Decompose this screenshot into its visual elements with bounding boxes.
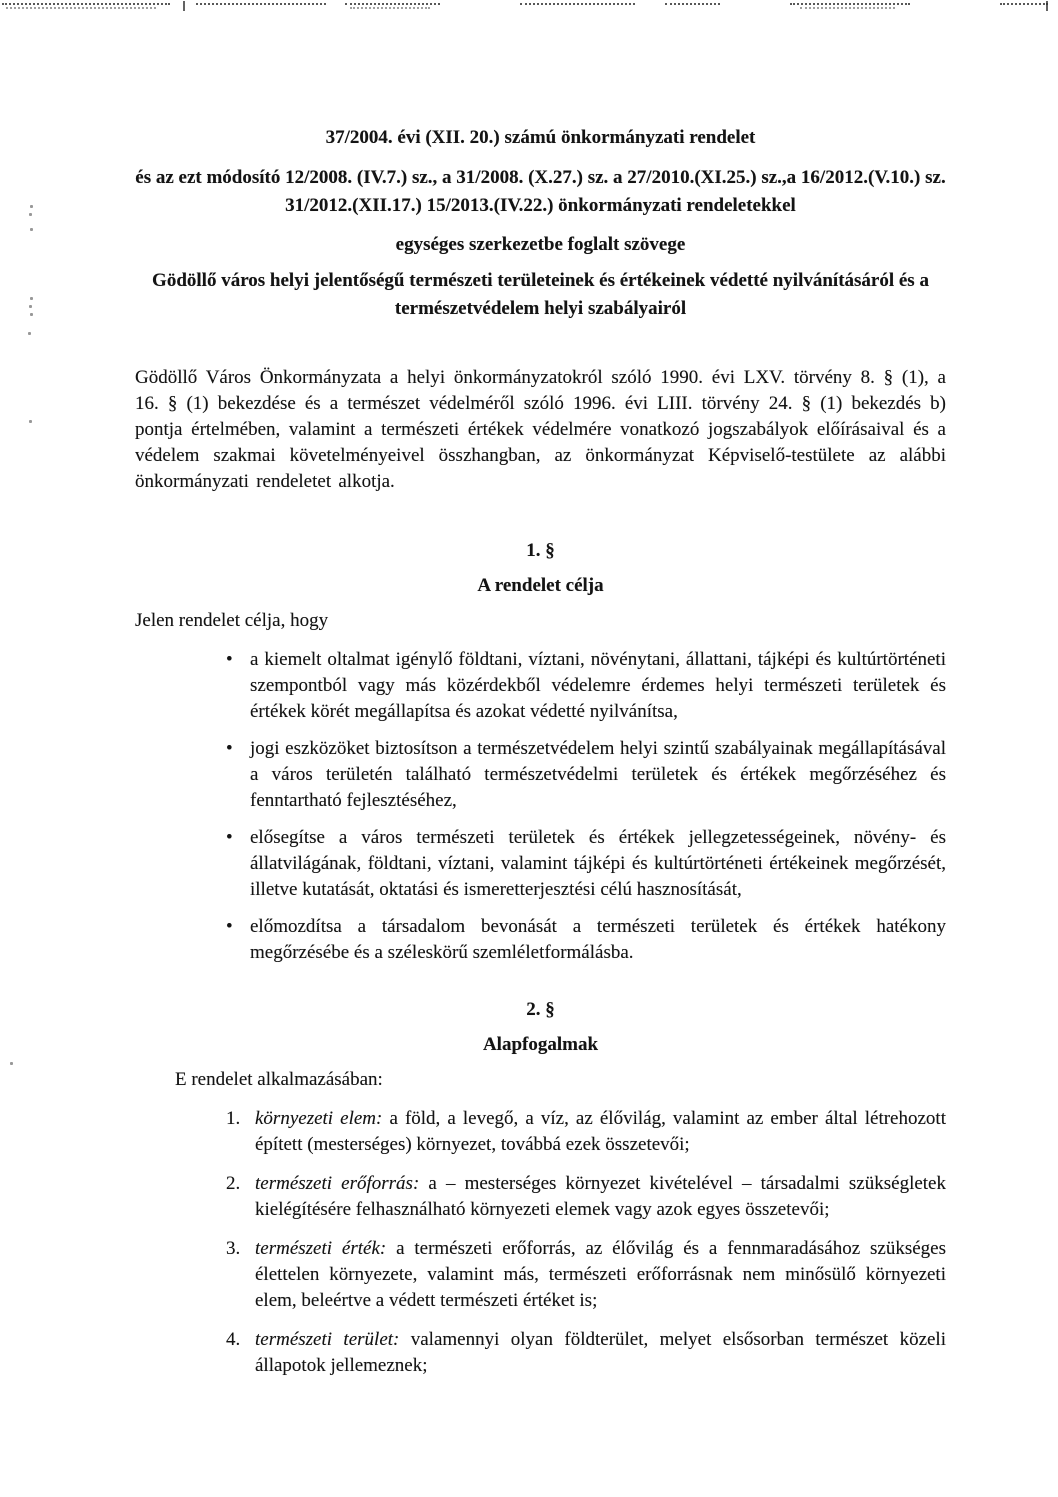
list-item [135,1106,946,1158]
definition-term: környezeti elem: [255,1108,383,1129]
scan-artifact [183,1,185,11]
scan-artifact [350,7,430,9]
list-item [135,825,946,903]
scan-artifact [30,297,33,300]
scan-artifact [800,7,895,9]
definitions-list [135,1106,946,1379]
scan-artifact [29,213,32,216]
scan-artifact [1000,3,1048,5]
definition-text: a föld, a levegő, a víz, az élővilág, valamint az ember által létrehozott épített (mesterséges) környezet, továbbá ezek összetevői; [255,1108,946,1155]
purpose-bullet-list [135,647,946,966]
list-number: 3. [226,1238,241,1259]
scan-artifact [29,305,32,308]
bullet-text: a kiemelt oltalmat igénylő földtani, víztani, növénytani, állattani, tájképi és kultúrtörténeti szempontból vagy más közérdekből védelemre érdemes helyi természeti területek és értékek körét megállapítsa és azokat védetté nyilvánítsa, [250,649,946,722]
list-item [135,1327,946,1379]
list-number: 2. [226,1173,241,1194]
scan-artifact [520,3,635,5]
section-1-intro: Jelen rendelet célja, hogy [135,610,329,631]
section-1-heading: 1. § [526,540,555,561]
definition-text: valamennyi olyan földterület, melyet elsősorban természet közeli állapotok jellemeznek; [255,1329,946,1376]
scan-artifact [28,332,31,335]
scan-artifact [665,3,720,5]
bullet-marker: • [226,916,233,937]
scan-artifact [29,420,32,423]
list-number: 1. [226,1108,241,1129]
list-item [135,1171,946,1223]
document-body [135,124,946,1392]
scan-artifact [30,205,33,208]
document-title-line1: 37/2004. évi (XII. 20.) számú önkormányzati rendelet [325,127,756,148]
scan-artifact [1046,1,1048,11]
scan-artifact [6,7,156,9]
section-2-heading: 2. § [526,999,555,1020]
section-1-subheading: A rendelet célja [477,575,604,596]
bullet-marker: • [226,827,233,848]
scan-artifact [30,313,33,316]
bullet-text: jogi eszközöket biztosítson a természetvédelem helyi szintű szabályainak megállapításával a város területén található természetvédelmi területek és értékek megőrzéséhez és fenntartható fejlesztéséhez, [250,738,946,811]
scan-artifact [10,1062,13,1065]
document-title-consolidated: egységes szerkezetbe foglalt szövege [395,234,686,255]
list-item [135,914,946,966]
section-2-subheading: Alapfogalmak [482,1034,599,1055]
list-item [135,647,946,725]
scan-artifact [2,3,170,5]
scan-artifact [196,3,326,5]
list-item [135,1236,946,1314]
bullet-text: elősegítse a város természeti területek és értékek jellegzetességeinek, növény- és állatvilágának, földtani, víztani, valamint tájképi és kultúrtörténeti értékeinek megőrzését, illetve kutatását, oktatási és ismeretterjesztési célú hasznosítását, [250,827,946,900]
bullet-marker: • [226,649,233,670]
definition-term: természeti érték: [255,1238,387,1259]
document-title-amendments: és az ezt módosító 12/2008. (IV.7.) sz., a 31/2008. (X.27.) sz. a 27/2010.(XI.25.) sz.,a 16/2012.(V.10.) sz. 31/2012.(XII.17.) 15/2013.(IV.22.) önkormányzati rendeletekkel [135,167,946,216]
definition-text: a – mesterséges környezet kivételével – társadalmi szükségletek kielégítésére felhasználható környezeti elemek vagy azok egyes összetevői; [255,1173,946,1220]
definition-term: természeti erőforrás: [255,1173,420,1194]
bullet-text: előmozdítsa a társadalom bevonását a természeti területek és értékek hatékony megőrzésébe és a széleskörű szemléletformálásba. [250,916,946,963]
definition-term: természeti terület: [255,1329,400,1350]
preamble-paragraph: Gödöllő Város Önkormányzata a helyi önkormányzatokról szóló 1990. évi LXV. törvény 8. § (1), a 16. § (1) bekezdése és a természet védelméről szóló 1996. évi LIII. törvény 24. § (1) bekezdés b) pontja értelmében, valamint a természeti értékek védelmére vonatkozó jogszabályok előírásaival és a védelem szakmai követelményeivel összhangban, az önkormányzat Képviselő-testülete az alábbi önkormányzati rendeletet alkotja. [135,367,946,492]
list-number: 4. [226,1329,241,1350]
scan-artifact [345,3,440,5]
section-2-intro: E rendelet alkalmazásában: [175,1069,383,1090]
bullet-marker: • [226,738,233,759]
definition-text: a természeti erőforrás, az élővilág és a fennmaradásához szükséges élettelen környezete, valamint más, természeti erőforrásnak nem minősülő környezeti elem, beleértve a védett természeti értéket is; [255,1238,946,1311]
scan-artifact [30,228,33,231]
document-title-subject: Gödöllő város helyi jelentőségű természeti területeinek és értékeinek védetté nyilvánításáról és a természetvédelem helyi szabályairól [152,270,929,319]
scan-noise-top [0,0,1058,12]
scan-artifact [790,3,910,5]
list-item [135,736,946,814]
